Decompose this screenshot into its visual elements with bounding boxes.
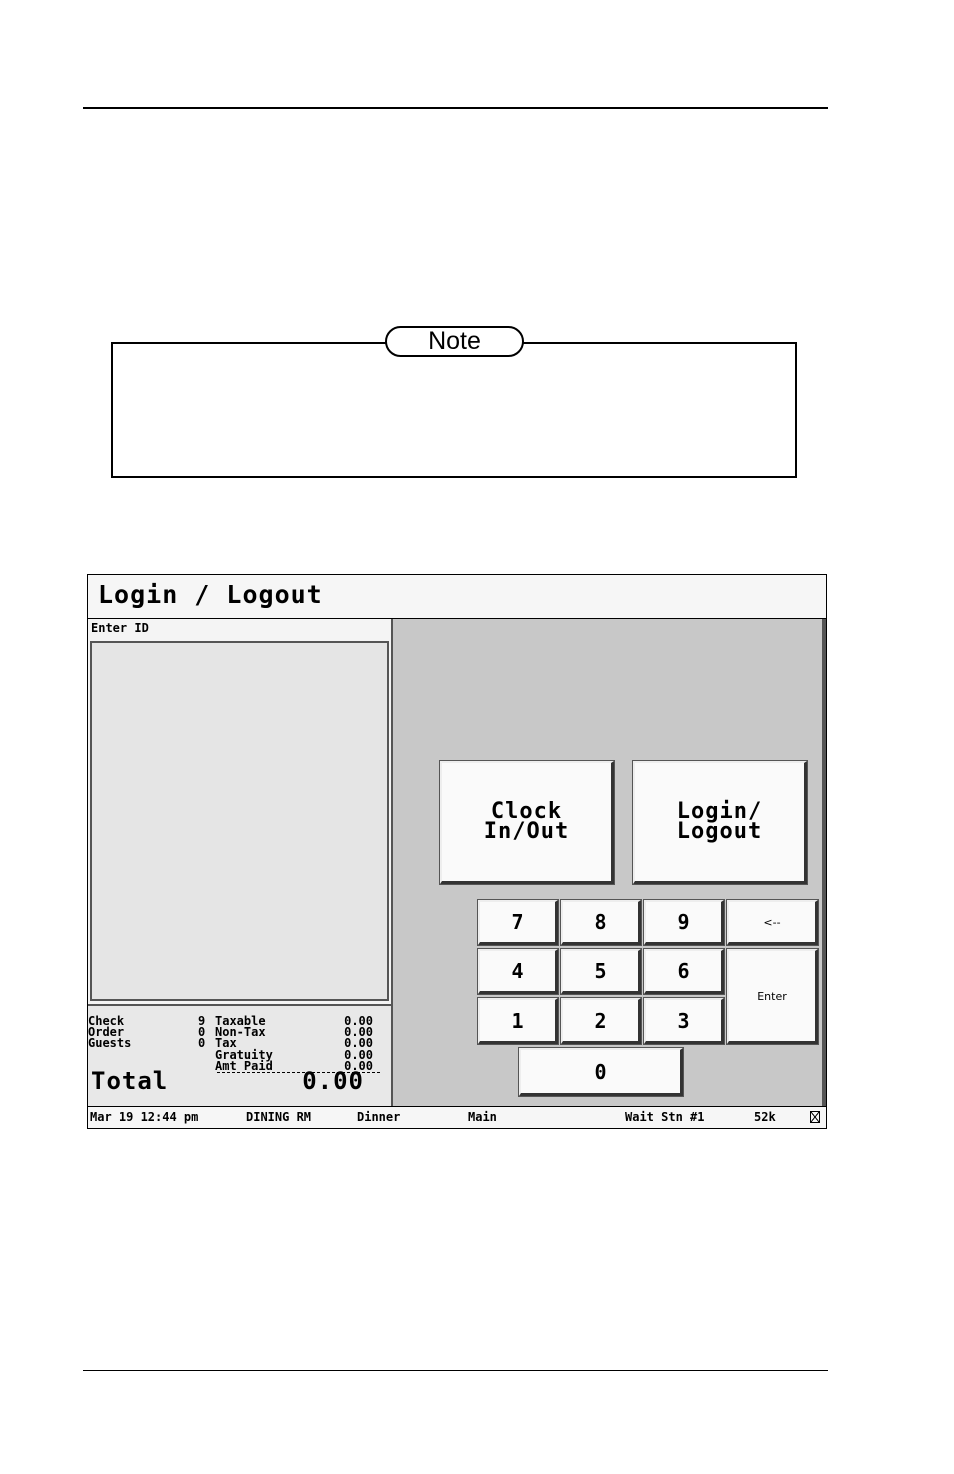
check-count: 9 bbox=[198, 1014, 206, 1028]
key-6-button[interactable]: 6 bbox=[644, 949, 724, 994]
key-0-button[interactable]: 0 bbox=[519, 1048, 683, 1096]
status-memory: 52k bbox=[754, 1110, 776, 1124]
tax-label: Tax bbox=[215, 1036, 237, 1050]
status-room: DINING RM bbox=[246, 1110, 312, 1124]
key-8-button[interactable]: 8 bbox=[561, 900, 641, 945]
key-5-button[interactable]: 5 bbox=[561, 949, 641, 994]
amt-paid-label: Amt Paid bbox=[215, 1059, 273, 1073]
screen-title: Login / Logout bbox=[98, 580, 323, 609]
key-2-button[interactable]: 2 bbox=[561, 998, 641, 1044]
grand-total bbox=[91, 1067, 386, 1104]
guests-count: 0 bbox=[198, 1036, 206, 1050]
status-meal: Dinner bbox=[357, 1110, 401, 1124]
order-label: Order bbox=[88, 1025, 125, 1039]
status-bar bbox=[88, 1106, 826, 1128]
taxable-label: Taxable bbox=[215, 1014, 266, 1028]
footer-rule bbox=[83, 1370, 828, 1371]
total-value: 0.00 bbox=[302, 1067, 364, 1095]
status-indicator-icon bbox=[810, 1111, 820, 1123]
gratuity-value: 0.00 bbox=[344, 1048, 373, 1062]
enter-button[interactable]: Enter bbox=[727, 949, 818, 1044]
status-datetime: Mar 19 12:44 pm bbox=[90, 1110, 199, 1124]
gratuity-label: Gratuity bbox=[215, 1048, 273, 1062]
pos-screen bbox=[87, 574, 827, 1129]
clock-in-out-button[interactable]: Clock In/Out bbox=[440, 761, 614, 884]
tax-value: 0.00 bbox=[344, 1036, 373, 1050]
amt-paid-value: 0.00 bbox=[344, 1059, 373, 1073]
totals-panel bbox=[88, 1004, 391, 1106]
guests-label: Guests bbox=[88, 1036, 132, 1050]
note-box bbox=[111, 342, 797, 478]
entry-display bbox=[90, 641, 389, 1001]
key-4-button[interactable]: 4 bbox=[478, 949, 558, 994]
title-bar bbox=[88, 575, 826, 619]
note-label: Note bbox=[385, 326, 524, 357]
taxable-value: 0.00 bbox=[344, 1014, 373, 1028]
non-tax-value: 0.00 bbox=[344, 1025, 373, 1039]
check-label: Check bbox=[88, 1014, 125, 1028]
login-logout-button[interactable]: Login/ Logout bbox=[633, 761, 807, 884]
order-count: 0 bbox=[198, 1025, 206, 1039]
status-menu: Main bbox=[468, 1110, 497, 1124]
status-station: Wait Stn #1 bbox=[625, 1110, 705, 1124]
key-7-button[interactable]: 7 bbox=[478, 900, 558, 945]
panel-edge bbox=[822, 619, 826, 1106]
check-panel bbox=[88, 619, 393, 1106]
entry-prompt: Enter ID bbox=[91, 621, 149, 635]
header-rule bbox=[83, 107, 828, 109]
key-1-button[interactable]: 1 bbox=[478, 998, 558, 1044]
key-3-button[interactable]: 3 bbox=[644, 998, 724, 1044]
backspace-button[interactable]: <-- bbox=[727, 900, 818, 945]
non-tax-label: Non-Tax bbox=[215, 1025, 266, 1039]
total-label: Total bbox=[91, 1067, 169, 1095]
key-9-button[interactable]: 9 bbox=[644, 900, 724, 945]
